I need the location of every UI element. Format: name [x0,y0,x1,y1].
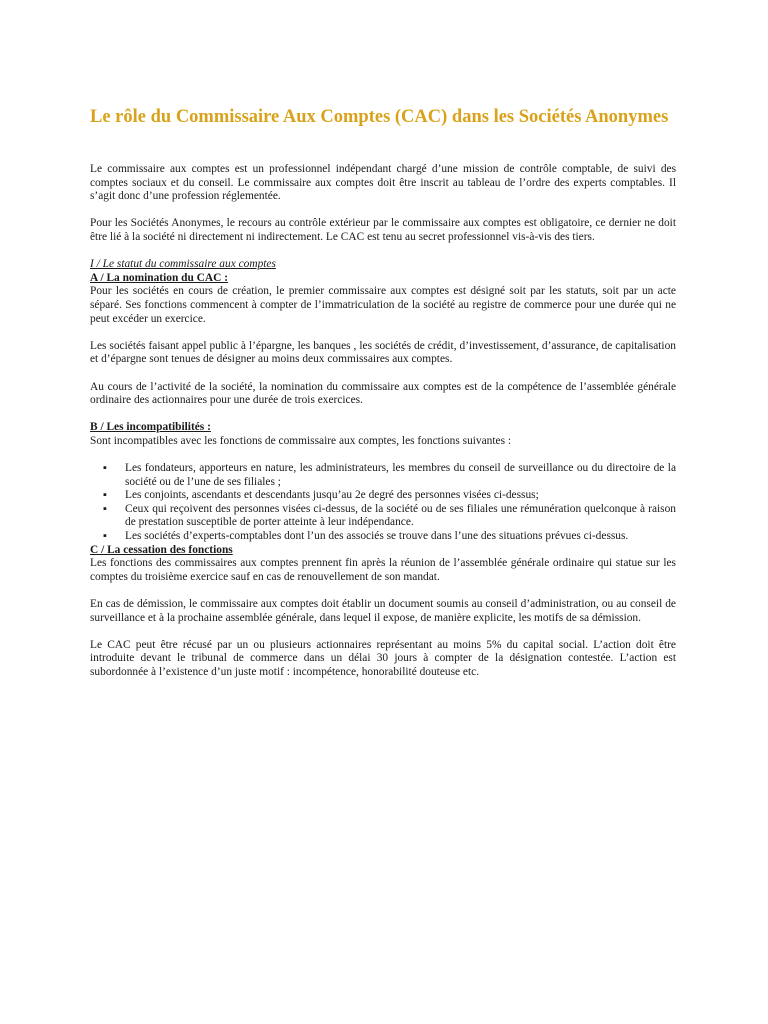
subsection-title-cessation: C / La cessation des fonctions [90,543,233,556]
subsection-title-incompatibilites: B / Les incompatibilités : [90,421,211,434]
intro-paragraph-2: Pour les Sociétés Anonymes, le recours au contrôle extérieur par le commissaire aux comptes est obligatoire, ce dernier ne doit être lié à la société ni directement ni indirectement. Le CAC est tenu au secret professionnel vis-à-vis des tiers. [90,217,676,243]
intro-paragraph-1: Le commissaire aux comptes est un professionnel indépendant chargé d’une mission de contrôle comptable, de suivi des comptes sociaux et du conseil. Le commissaire aux comptes doit être inscrit au tableau de l’ordre des experts comptables. Il s’agit donc d’une profession réglementée. [90,163,676,203]
section-title-statut: I / Le statut du commissaire aux comptes [90,258,276,271]
document-title: Le rôle du Commissaire Aux Comptes (CAC) dans les Sociétés Anonymes [90,107,669,127]
nomination-paragraph-1: Pour les sociétés en cours de création, le premier commissaire aux comptes est désigné soit par les statuts, soit par un acte séparé. Ses fonctions commencent à compter de l’immatriculation de la société au registre de commerce pour une durée qui ne peut excéder un exercice. [90,285,676,325]
list-item: ▪ Les sociétés d’experts-comptables dont l’un des associés se trouve dans l’une des situations prévues ci-dessus. [125,530,676,544]
list-item: ▪ Les fondateurs, apporteurs en nature, les administrateurs, les membres du conseil de surveillance ou du directoire de la société ou de l’une de ses filiales ; [125,462,676,489]
incompatibilites-lead: Sont incompatibles avec les fonctions de commissaire aux comptes, les fonctions suivantes : [90,434,512,447]
cessation-paragraph-1: Les fonctions des commissaires aux comptes prennent fin après la réunion de l’assemblée générale ordinaire qui statue sur les comptes du troisième exercice sauf en cas de renouvellement de son mandat. [90,557,676,583]
nomination-paragraph-2: Les sociétés faisant appel public à l’épargne, les banques , les sociétés de crédit, d’investissement, d’assurance, de capitalisation et d’épargne sont tenues de désigner au moins deux commissaires aux comptes. [90,339,676,366]
cessation-paragraph-3: Le CAC peut être récusé par un ou plusieurs actionnaires représentant au moins 5% du capital social. L’action doit être introduite devant le tribunal de commerce dans un délai 30 jours à compter de la désignation contestée. L’action est subordonnée à l’existence d’un juste motif : incompétence, honorabilité douteuse etc. [90,638,676,678]
incompatibilites-list [90,462,676,544]
list-item: ▪ Les conjoints, ascendants et descendants jusqu’au 2e degré des personnes visées ci-dessus; [125,489,676,503]
cessation-paragraph-2: En cas de démission, le commissaire aux comptes doit établir un document soumis au conseil d’administration, ou au conseil de surveillance et à la prochaine assemblée générale, dans lequel il expose, de manière explicite, les motifs de sa démission. [90,598,676,624]
subsection-title-nomination: A / La nomination du CAC : [90,271,228,284]
list-item: ▪ Ceux qui reçoivent des personnes visées ci-dessus, de la société ou de ses filiales une rémunération quelconque à raison de prestation susceptible de porter atteinte à leur indépendance. [125,503,676,530]
nomination-paragraph-3: Au cours de l’activité de la société, la nomination du commissaire aux comptes est de la compétence de l’assemblée générale ordinaire des actionnaires pour une durée de trois exercices. [90,380,676,407]
